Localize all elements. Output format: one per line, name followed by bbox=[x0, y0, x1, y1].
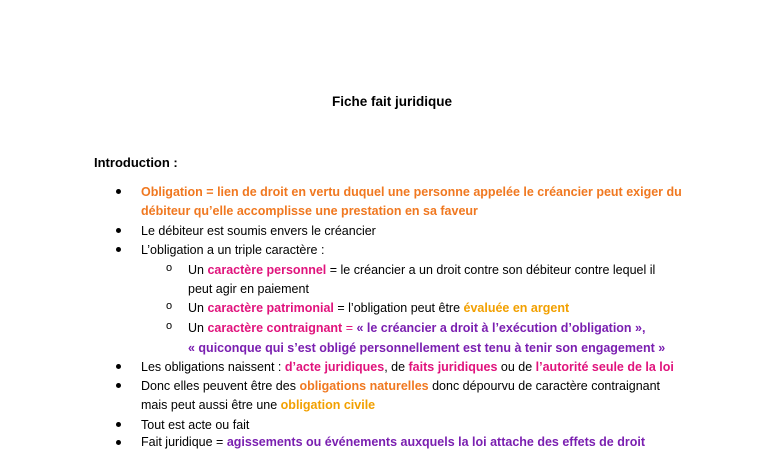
term-acte-juridiques: d’acte juridiques bbox=[284, 360, 385, 374]
bullet-obligations-naturelles-line1: Donc elles peuvent être des obligations naturelles donc dépourvu de caractère contraignant bbox=[141, 379, 661, 393]
bullet-debiteur: Le débiteur est soumis envers le créancier bbox=[141, 224, 376, 238]
sub-caractere-personnel-line2: peut agir en paiement bbox=[188, 282, 309, 296]
bullet-tout-acte-fait: Tout est acte ou fait bbox=[141, 418, 250, 432]
obligation-definition: lien de droit en vertu duquel une personne appelée le créancier peut exiger du bbox=[217, 185, 682, 199]
term-obligation-civile: obligation civile bbox=[280, 398, 376, 412]
sub-bullet-marker: o bbox=[166, 300, 173, 312]
bullet-obligations-naissent: Les obligations naissent : d’acte juridiques, de faits juridiques ou de l’autorité seule de la loi bbox=[141, 360, 674, 374]
quote-engagement: « quiconque qui s’est obligé personnellement est tenu à tenir son engagement » bbox=[188, 341, 666, 355]
bullet-obligation-line2: débiteur qu’elle accomplisse une prestation en sa faveur bbox=[141, 204, 478, 218]
sub-caractere-patrimonial: Un caractère patrimonial = l’obligation peut être évaluée en argent bbox=[188, 301, 570, 315]
bullet-marker bbox=[116, 383, 121, 388]
term-caractere-patrimonial: caractère patrimonial bbox=[207, 301, 334, 315]
term-autorite-loi: l’autorité seule de la loi bbox=[535, 360, 674, 374]
bullet-obligations-naturelles-line2: mais peut aussi être une obligation civile bbox=[141, 398, 376, 412]
section-heading-introduction: Introduction : bbox=[94, 155, 178, 170]
bullet-marker bbox=[116, 189, 121, 194]
bullet-fait-juridique: Fait juridique = agissements ou événements auxquels la loi attache des effets de droit bbox=[141, 435, 646, 449]
term-caractere-personnel: caractère personnel bbox=[207, 263, 327, 277]
quote-creancier: « le créancier a droit à l’exécution d’obligation », bbox=[356, 321, 646, 335]
term-obligation: Obligation bbox=[141, 185, 203, 199]
sub-caractere-personnel-line1: Un caractère personnel = le créancier a un droit contre son débiteur contre lequel il bbox=[188, 263, 656, 277]
highlight-evaluee-en-argent: évaluée en argent bbox=[463, 301, 570, 315]
bullet-marker bbox=[116, 247, 121, 252]
fait-juridique-definition: agissements ou événements auxquels la loi attache des effets de droit bbox=[226, 435, 646, 449]
sub-bullet-marker: o bbox=[166, 262, 173, 274]
bullet-triple-caractere: L’obligation a un triple caractère : bbox=[141, 243, 325, 257]
term-faits-juridiques: faits juridiques bbox=[408, 360, 498, 374]
bullet-obligation-line1: Obligation = lien de droit en vertu duquel une personne appelée le créancier peut exiger du bbox=[141, 185, 682, 199]
bullet-marker bbox=[116, 364, 121, 369]
sub-caractere-contraignant-line1: Un caractère contraignant = « le créancier a droit à l’exécution d’obligation », bbox=[188, 321, 646, 335]
term-obligations-naturelles: obligations naturelles bbox=[299, 379, 429, 393]
bullet-marker bbox=[116, 422, 121, 427]
bullet-marker bbox=[116, 228, 121, 233]
sub-bullet-marker: o bbox=[166, 320, 173, 332]
term-caractere-contraignant: caractère contraignant bbox=[207, 321, 343, 335]
page-title: Fiche fait juridique bbox=[331, 94, 452, 109]
